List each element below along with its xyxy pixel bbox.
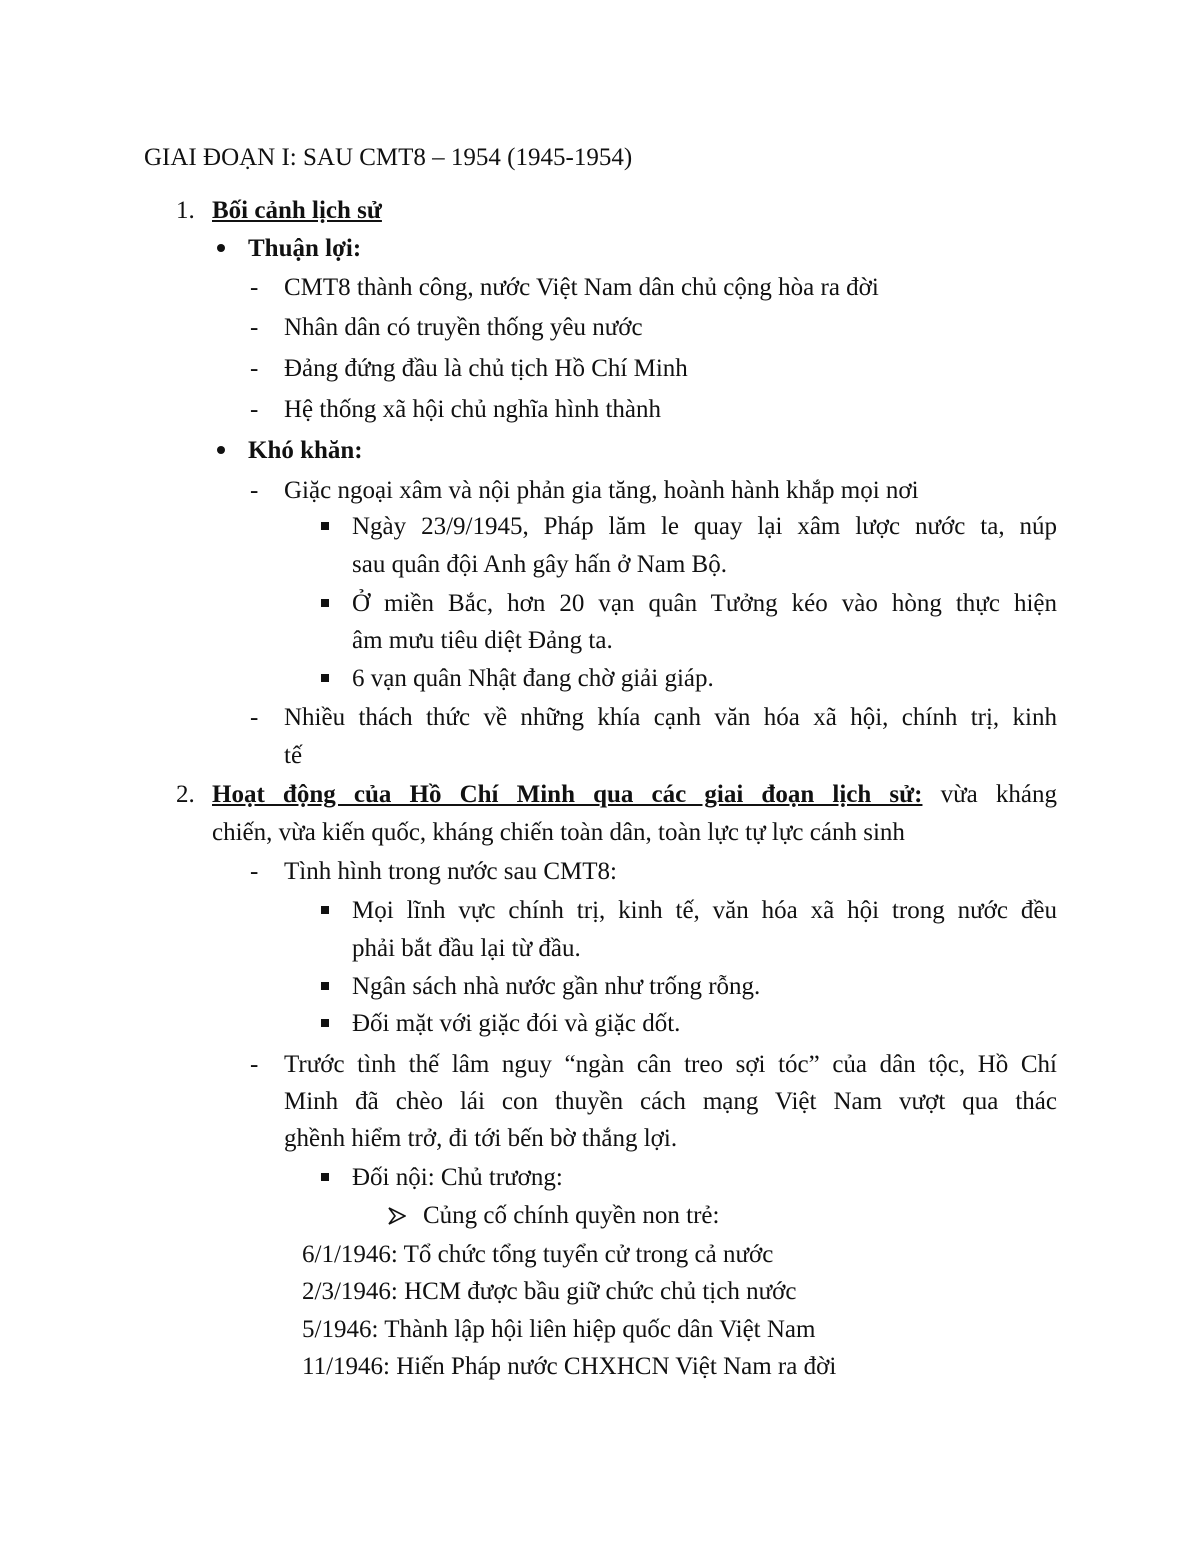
consolidate-item: Củng cố chính quyền non trẻ: (423, 1202, 720, 1229)
advantage-item: Hệ thống xã hội chủ nghĩa hình thành (284, 396, 662, 423)
dash-marker: - (250, 274, 259, 301)
event-line: 6/1/1946: Tổ chức tổng tuyển cử trong cả nước (302, 1241, 774, 1268)
situation-item: Tình hình trong nước sau CMT8: (284, 858, 617, 885)
situation-sub-item: Ngân sách nhà nước gần như trống rỗng. (352, 973, 761, 1000)
section-1-heading: Bối cảnh lịch sử (212, 197, 382, 224)
advantage-item: CMT8 thành công, nước Việt Nam dân chủ cộng hòa ra đời (284, 274, 879, 301)
dash-marker: - (250, 314, 259, 341)
event-line: 5/1946: Thành lập hội liên hiệp quốc dân Việt Nam (302, 1316, 816, 1343)
section-2-heading-line (212, 780, 1057, 810)
dash-marker: - (250, 355, 259, 382)
square-bullet-icon (321, 674, 329, 682)
section-1-number: 1. (176, 197, 195, 224)
difficulties-label: Khó khăn: (248, 437, 363, 464)
section-2-heading-tail: vừa kháng (922, 781, 1057, 808)
square-bullet-icon (321, 982, 329, 990)
difficulty-sub-item-cont: sau quân đội Anh gây hấn ở Nam Bộ. (352, 551, 727, 578)
advantages-label: Thuận lợi: (248, 235, 362, 262)
square-bullet-icon (321, 522, 329, 530)
dash-marker: - (250, 396, 259, 423)
crisis-paragraph-line: Trước tình thế lâm nguy “ngàn cân treo sợi tóc” của dân tộc, Hồ Chí (284, 1051, 1057, 1078)
crisis-paragraph-line: ghềnh hiểm trở, đi tới bến bờ thắng lợi. (284, 1125, 678, 1152)
bullet-dot-icon (217, 244, 225, 252)
situation-sub-item: Mọi lĩnh vực chính trị, kinh tế, văn hóa xã hội trong nước đều (352, 897, 1057, 924)
difficulty-sub-item: Ngày 23/9/1945, Pháp lăm le quay lại xâm lược nước ta, núp (352, 513, 1057, 540)
dash-marker: - (250, 1051, 259, 1078)
domestic-policy-item: Đối nội: Chủ trương: (352, 1164, 563, 1191)
advantage-item: Nhân dân có truyền thống yêu nước (284, 314, 643, 341)
dash-marker: - (250, 858, 259, 885)
difficulty-item-cont: tế (284, 742, 303, 769)
situation-sub-item: Đối mặt với giặc đói và giặc dốt. (352, 1010, 681, 1037)
section-2-summary: chiến, vừa kiến quốc, kháng chiến toàn dân, toàn lực tự lực cánh sinh (212, 819, 905, 846)
event-line: 11/1946: Hiến Pháp nước CHXHCN Việt Nam ra đời (302, 1353, 837, 1380)
difficulty-item: Giặc ngoại xâm và nội phản gia tăng, hoành hành khắp mọi nơi (284, 477, 919, 504)
section-2-number: 2. (176, 781, 195, 808)
crisis-paragraph-line: Minh đã chèo lái con thuyền cách mạng Việt Nam vượt qua thác (284, 1088, 1057, 1115)
difficulty-sub-item: Ở miền Bắc, hơn 20 vạn quân Tưởng kéo vào hòng thực hiện (352, 590, 1057, 617)
square-bullet-icon (321, 1173, 329, 1181)
square-bullet-icon (321, 906, 329, 914)
difficulty-item: Nhiều thách thức về những khía cạnh văn hóa xã hội, chính trị, kinh (284, 704, 1057, 731)
situation-sub-item-cont: phải bắt đầu lại từ đầu. (352, 935, 581, 962)
square-bullet-icon (321, 599, 329, 607)
arrowhead-bullet-icon (388, 1207, 406, 1225)
page-title: GIAI ĐOẠN I: SAU CMT8 – 1954 (1945-1954) (144, 144, 633, 171)
difficulty-sub-item: 6 vạn quân Nhật đang chờ giải giáp. (352, 665, 714, 692)
event-line: 2/3/1946: HCM được bầu giữ chức chủ tịch nước (302, 1278, 797, 1305)
dash-marker: - (250, 477, 259, 504)
bullet-dot-icon (217, 446, 225, 454)
advantage-item: Đảng đứng đầu là chủ tịch Hồ Chí Minh (284, 355, 688, 382)
section-2-heading: Hoạt động của Hồ Chí Minh qua các giai đoạn lịch sử: (212, 781, 923, 808)
square-bullet-icon (321, 1019, 329, 1027)
difficulty-sub-item-cont: âm mưu tiêu diệt Đảng ta. (352, 627, 613, 654)
dash-marker: - (250, 704, 259, 731)
